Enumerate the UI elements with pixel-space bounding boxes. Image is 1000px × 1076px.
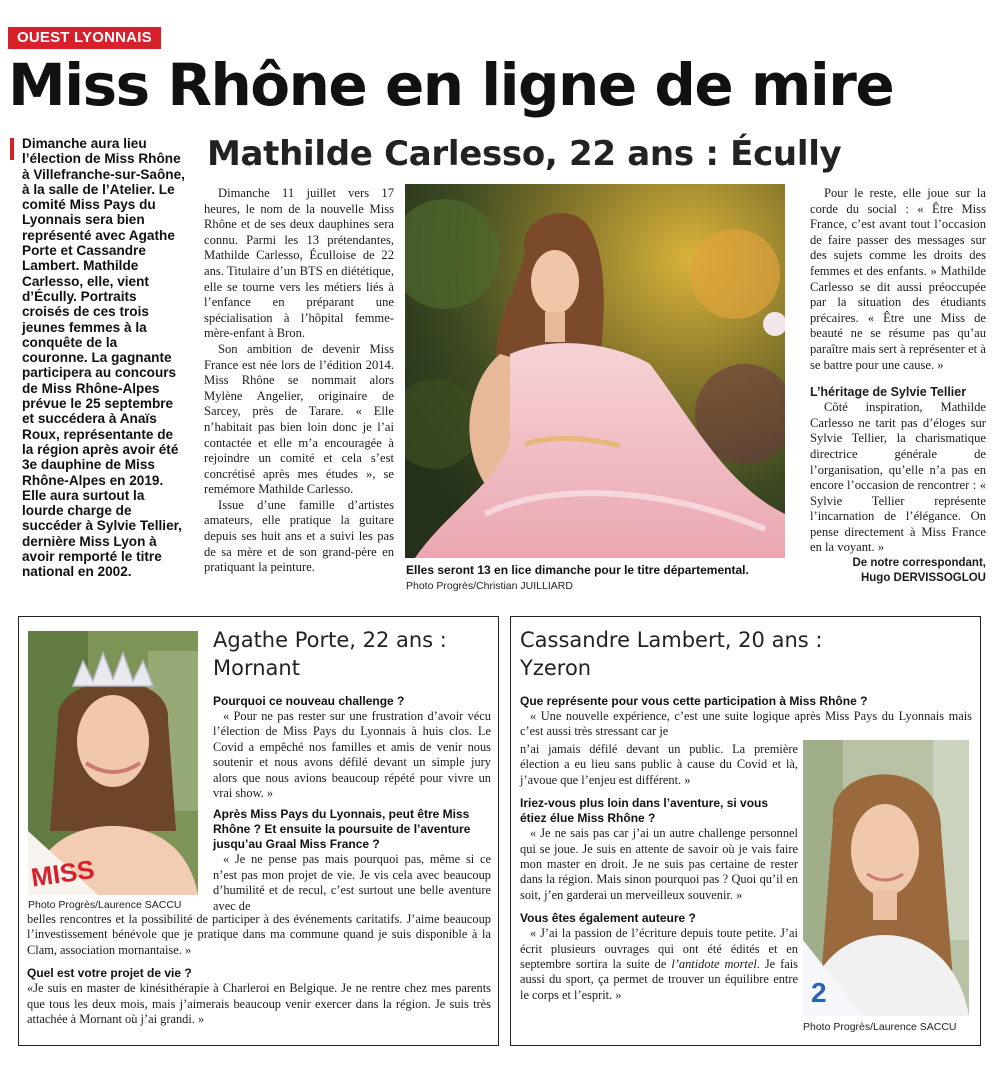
headline: Miss Rhône en ligne de mire bbox=[8, 51, 894, 119]
lead-paragraph: Dimanche aura lieu l’élection de Miss Rhône à Villefranche-sur-Saône, à la salle de l’Atelier. Le comité Miss Pays du Lyonnais sera bien représenté avec Agathe Porte et Cassandre Lambert. Mathilde Carlesso, elle, vient d’Écully. Portraits croisés de ces trois jeunes femmes à la conquête de la couronne. La gagnante participera au concours de Miss Rhône-Alpes prévue le 25 septembre et succédera à Anaïs Roux, représentante de la région après avoir été 3e dauphine de Miss Rhône-Alpes en 2019. Elle aura surtout la lourde charge de succéder à Sylvie Tellier, dernière Miss Lyon à avoir remporté le titre national en 2002. bbox=[22, 136, 185, 580]
answer bbox=[520, 709, 972, 740]
mathilde-title: Mathilde Carlesso, 22 ans : Écully bbox=[207, 134, 842, 174]
cassandre-qa-narrow bbox=[520, 742, 798, 1009]
cassandre-photo bbox=[803, 740, 969, 1016]
mathilde-photo bbox=[405, 184, 785, 558]
answer-text: n’ai jamais défilé devant un public. La première élection a eu lieu sans public à cause du Covid et là, j’avoue que l’enjeu est différent. » bbox=[520, 742, 798, 787]
byline-intro: De notre correspondant, bbox=[852, 557, 986, 570]
question: Pourquoi ce nouveau challenge ? bbox=[213, 694, 405, 708]
photo-credit: Photo Progrès/Christian JUILLIARD bbox=[406, 580, 573, 592]
paragraph: Côté inspiration, Mathilde Carlesso ne tarit pas d’éloges sur Sylvie Tellier, la charismatique directrice générale de l’organisation, qu’elle n’a pas en encore l’occasion de rencontrer : « Sylvie Tellier représente l’incarnation de l’élégance. On pense directement à Miss France en la voyant. » bbox=[810, 400, 986, 555]
question: Quel est votre projet de vie ? bbox=[27, 966, 192, 981]
sash-number: 2 bbox=[811, 977, 827, 1008]
answer-text: «Je suis en master de kinésithérapie à Charleroi en Belgique. Je ne rentre chez mes parents que tous les deux mois, mais j’aimerais beaucoup venir exercer dans la région. Je suis très attachée à Mornant où j’ai grandi. » bbox=[27, 981, 491, 1027]
sash-text: MISS bbox=[29, 853, 97, 893]
photo-caption: Elles seront 13 en lice dimanche pour le titre départemental. bbox=[406, 563, 749, 577]
answer bbox=[213, 709, 491, 801]
answer bbox=[520, 926, 798, 1003]
paragraph: Pour le reste, elle joue sur la corde du social : « Être Miss France, c’est avant tout l’occasion de faire passer des messages sur des sujets comme les droits des femmes et des enfants. » Mathilde Carlesso se dit aussi préoccupée par la situation des étudiants précaires. « Être une Miss de beauté ne se résume pas qu’au paraître mais sert à représenter et à se battre pour une cause. » bbox=[810, 186, 986, 372]
paragraph: Son ambition de devenir Miss France est née lors de l’édition 2014. Miss Rhône se nommait alors Mylène Angelier, originaire de Sarcey, près de Tarare. « Elle n’habitait pas bien loin donc je l’ai contactée et elle m’a encouragée à rejoindre un comité et cela s’est concrétisé après mes études », se remémore Mathilde Carlesso. bbox=[204, 341, 394, 497]
answer-text: « Je ne sais pas car j’ai un autre challenge personnel qui se joue. Je suis en attente de savoir où je vais faire mon master en droit. Je ne suis pas certaine de rester dans la région. Mais sinon pourquoi pas ? Quoi qu’il en soit, j’en garderai un merveilleux souvenir. » bbox=[520, 826, 798, 902]
question: Que représente pour vous cette participation à Miss Rhône ? bbox=[520, 694, 868, 708]
agathe-qa-wide bbox=[27, 912, 491, 1033]
subheading: L’héritage de Sylvie Tellier bbox=[810, 385, 967, 400]
question: Vous êtes également auteure ? bbox=[520, 911, 696, 926]
answer bbox=[520, 742, 798, 788]
agathe-qa-narrow bbox=[213, 694, 491, 920]
cassandre-photo-credit: Photo Progrès/Laurence SACCU bbox=[803, 1021, 957, 1033]
answer bbox=[27, 981, 491, 1027]
agathe-photo bbox=[28, 631, 198, 895]
mathilde-column-1 bbox=[204, 186, 394, 576]
lead-accent-bar bbox=[10, 138, 14, 160]
answer bbox=[27, 912, 491, 958]
answer-text: belles rencontres et la possibilité de participer à des événements caritatifs. J’aime beaucoup l’investissement bénévole que je pratique dans ma commune quand je suis disponible à la Clam, association mornantaise. » bbox=[27, 912, 491, 957]
agathe-title-line-1: Agathe Porte, 22 ans : bbox=[213, 628, 447, 652]
section-tag: OUEST LYONNAIS bbox=[8, 27, 161, 49]
cassandre-qa-wide bbox=[520, 694, 972, 740]
agathe-title-line-2: Mornant bbox=[213, 656, 300, 680]
byline-author: Hugo DERVISSOGLOU bbox=[860, 572, 986, 585]
cassandre-title-line-2: Yzeron bbox=[520, 656, 592, 680]
question: Iriez-vous plus loin dans l’aventure, si vous étiez élue Miss Rhône ? bbox=[520, 796, 769, 826]
book-title: l’antidote mortel bbox=[671, 957, 757, 972]
answer-text-part: . Je fais aussi du sport, ça permet de trouver un équilibre entre le corps et l’esprit. » bbox=[520, 957, 798, 1002]
paragraph: Dimanche 11 juillet vers 17 heures, le nom de la nouvelle Miss Rhône et de ses deux dauphines sera connu. Parmi les 13 prétendantes, Mathilde Carlesso, Éculloise de 22 ans. Titulaire d’un BTS en diététique, elle se tourne vers les métiers liés à l’enfance en préparant une spécialisation à l’hôpital femme-mère-enfant à Bron. bbox=[204, 186, 394, 341]
question: Après Miss Pays du Lyonnais, peut être Miss Rhône ? Et ensuite la poursuite de l’aventure jusqu’au Graal Miss France ? bbox=[213, 807, 471, 852]
cassandre-title-line-1: Cassandre Lambert, 20 ans : bbox=[520, 628, 823, 652]
agathe-photo-credit: Photo Progrès/Laurence SACCU bbox=[28, 899, 182, 911]
paragraph: Issue d’une famille d’artistes amateurs, elle pratique la guitare depuis ses huit ans et a suivi les pas de sa mère et de son grand-père en pratiquant la peinture. bbox=[204, 497, 394, 575]
mathilde-column-3 bbox=[810, 186, 986, 586]
answer-text-part: « J’ai la passion de l’écriture depuis toute petite. J’ai écrit plusieurs ouvrages qui ont été édités et en septembre sortira la suite de bbox=[520, 926, 798, 972]
answer-text bbox=[520, 926, 798, 1003]
answer-text: « Je ne pense pas mais pourquoi pas, même si ce n’est pas mon projet de vie. Je vis cela avec beaucoup d’humilité et de recul, c’est surtout une belle aventure avec de bbox=[213, 852, 491, 913]
answer bbox=[520, 826, 798, 903]
answer bbox=[213, 852, 491, 914]
answer-text: « Pour ne pas rester sur une frustration d’avoir vécu l’élection de Miss Pays du Lyonnais à huis clos. Le Covid a empêché nos familles et amis de venir nous soutenir et nous avons défilé devant un simple jury alors que nous avions beaucoup répété pour vivre un vrai show. » bbox=[213, 709, 491, 801]
answer-text: « Une nouvelle expérience, c’est une suite logique après Miss Pays du Lyonnais mais c’est aussi très stressant car je bbox=[520, 709, 972, 739]
